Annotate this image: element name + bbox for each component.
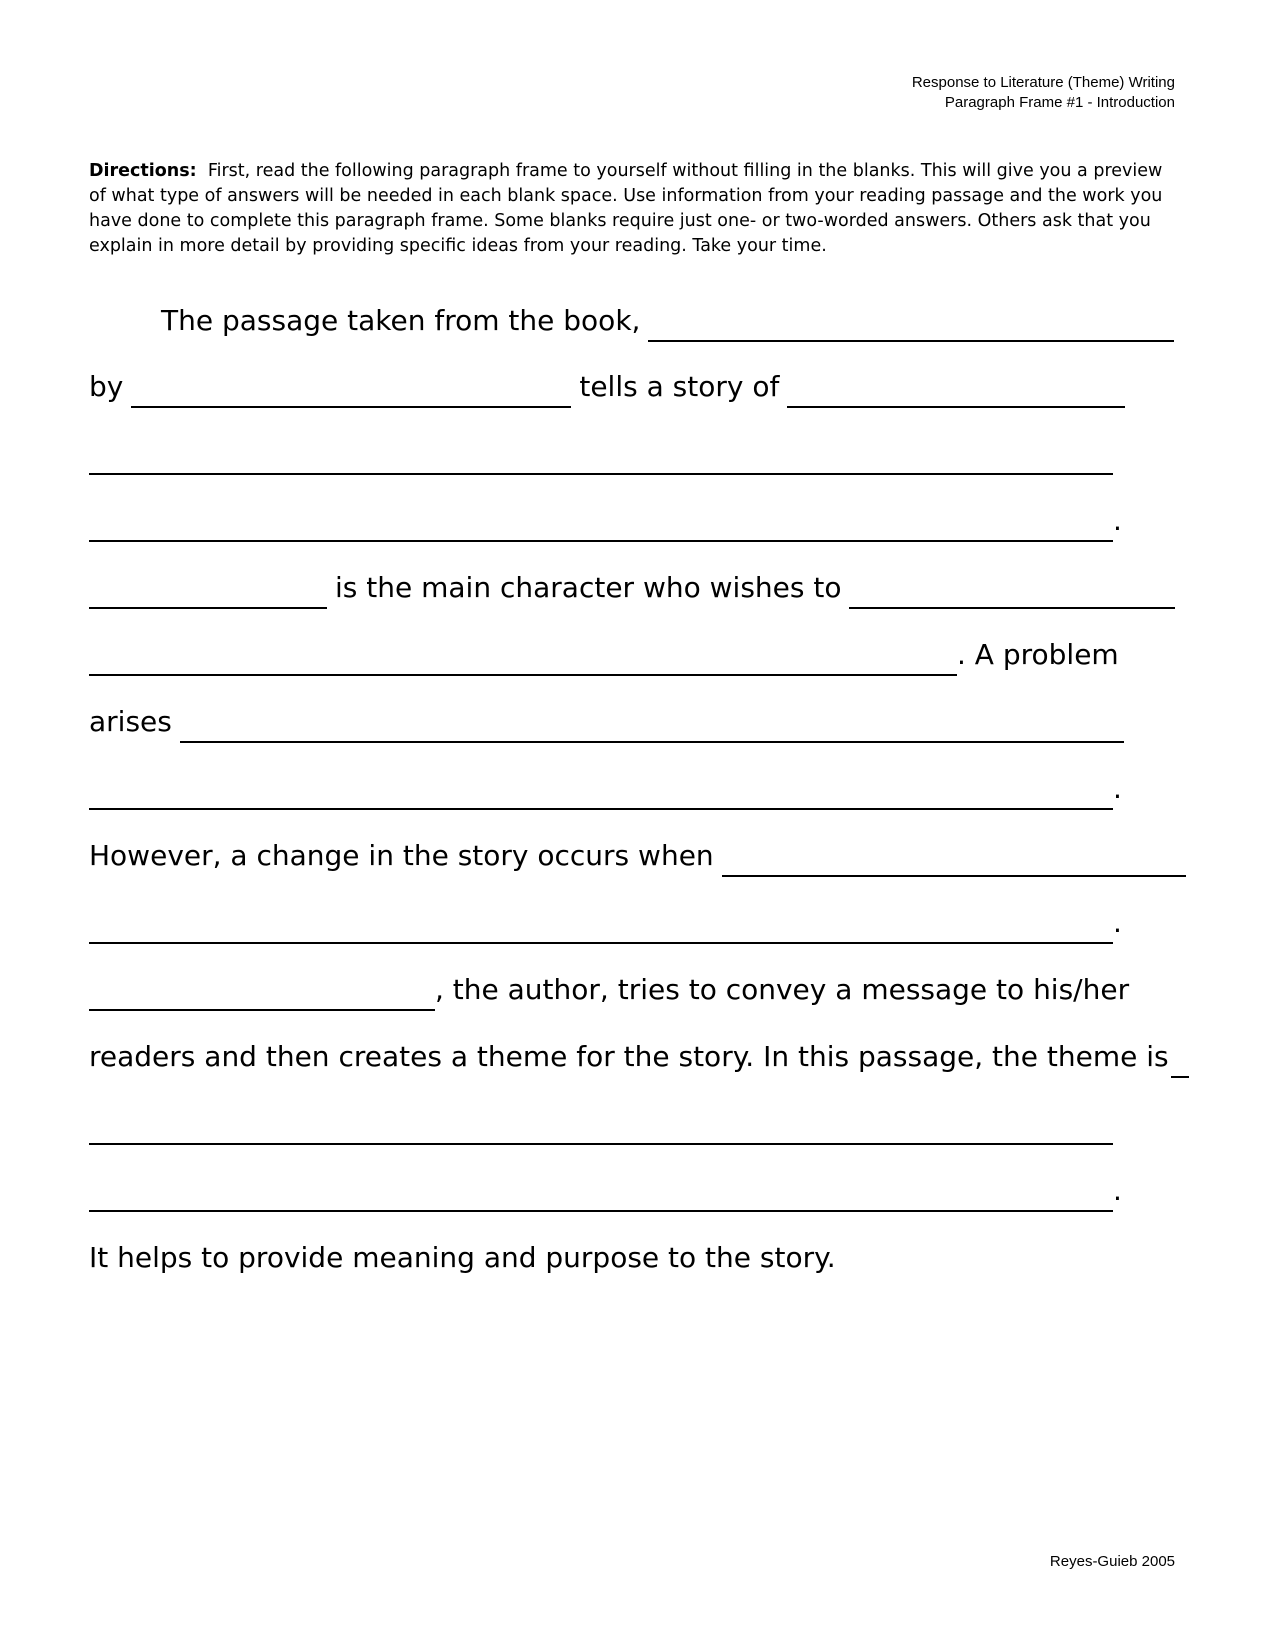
period: . (1113, 772, 1122, 805)
directions-text: First, read the following paragraph frame to yourself without filling in the blanks. This will give you a preview of what type of answers will be needed in each blank space. Use information from your reading passage and the work you have done to complete this paragraph frame. Some blanks require just one- or two-worded answers. Others ask that you explain in more detail by providing specific ideas from your reading. Take your time. (89, 161, 1163, 256)
blank-problem[interactable] (180, 707, 1124, 743)
frame-line-13 (89, 1105, 1189, 1145)
frame-text-by: by (89, 370, 124, 403)
frame-text-arises: arises (89, 705, 172, 738)
document-header (912, 73, 1175, 113)
frame-line-14 (89, 1172, 1189, 1212)
blank-change-end[interactable] (89, 908, 1113, 944)
frame-line-15 (89, 1239, 1189, 1279)
frame-text-problem: . A problem (957, 638, 1119, 671)
frame-text-main-character: is the main character who wishes to (335, 571, 842, 604)
frame-line-6 (89, 636, 1189, 676)
blank-wish-continued[interactable] (89, 640, 957, 676)
frame-text-change: However, a change in the story occurs when (89, 839, 714, 872)
blank-theme[interactable] (1171, 1042, 1189, 1078)
frame-line-1 (89, 302, 1189, 342)
frame-text-book: The passage taken from the book, (161, 304, 641, 337)
frame-text-author-message: , the author, tries to convey a message to his/her (435, 973, 1130, 1006)
frame-line-3 (89, 435, 1189, 475)
blank-book-title[interactable] (648, 306, 1174, 342)
frame-line-8 (89, 770, 1189, 810)
frame-line-4 (89, 502, 1189, 542)
frame-line-7 (89, 703, 1189, 743)
directions-label: Directions: (89, 161, 197, 181)
frame-line-10 (89, 904, 1189, 944)
frame-line-2 (89, 368, 1189, 408)
frame-text-closing: It helps to provide meaning and purpose to the story. (89, 1241, 836, 1274)
frame-line-11 (89, 971, 1189, 1011)
blank-author-name[interactable] (89, 975, 435, 1011)
blank-story-end[interactable] (89, 506, 1113, 542)
blank-problem-end[interactable] (89, 774, 1113, 810)
header-subtitle: Paragraph Frame #1 - Introduction (944, 94, 1175, 111)
blank-story-continued[interactable] (89, 439, 1113, 475)
frame-line-9 (89, 837, 1189, 877)
frame-line-12 (89, 1038, 1189, 1078)
footer-credit: Reyes-Guieb 2005 (1049, 1553, 1175, 1570)
period: . (1113, 1174, 1122, 1207)
period: . (1113, 504, 1122, 537)
blank-change[interactable] (722, 841, 1186, 877)
period: . (1113, 906, 1122, 939)
header-title: Response to Literature (Theme) Writing (911, 74, 1175, 91)
blank-wishes-to[interactable] (849, 573, 1175, 609)
blank-main-character[interactable] (89, 573, 327, 609)
frame-line-5 (89, 569, 1189, 609)
directions (89, 159, 1179, 259)
blank-theme-continued[interactable] (89, 1109, 1113, 1145)
frame-text-theme: readers and then creates a theme for the story. In this passage, the theme is (89, 1040, 1169, 1073)
frame-text-story-of: tells a story of (579, 370, 780, 403)
blank-story-of[interactable] (787, 372, 1125, 408)
blank-author[interactable] (131, 372, 571, 408)
blank-theme-end[interactable] (89, 1176, 1113, 1212)
